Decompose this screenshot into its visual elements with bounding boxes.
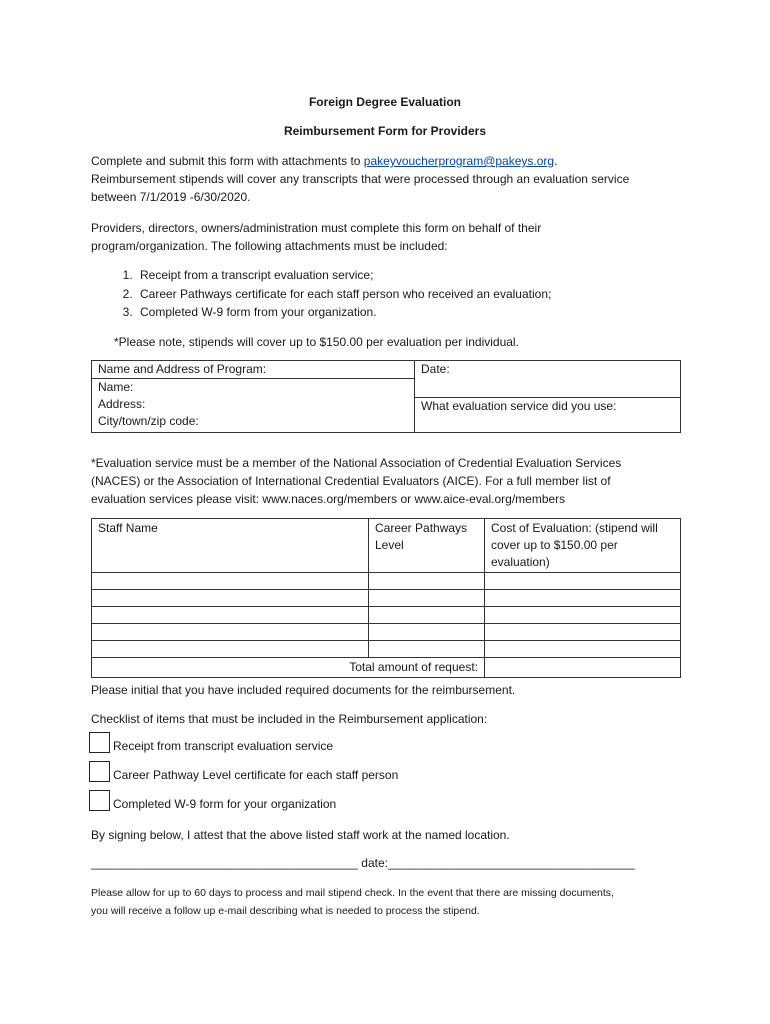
checklist-label: Receipt from transcript evaluation service: [113, 739, 334, 753]
cost-header-line: Cost of Evaluation: (stipend will: [491, 521, 658, 535]
footer-line-1: Please allow for up to 60 days to process and mail stipend check. In the event that there are missing documents,: [91, 887, 614, 899]
w9-checkbox[interactable]: [89, 790, 110, 811]
career-level-cell[interactable]: [369, 624, 485, 641]
date-label: date:: [357, 856, 388, 870]
staff-table: [91, 518, 681, 678]
receipt-checkbox[interactable]: [89, 732, 110, 753]
table-row: [92, 573, 681, 590]
intro-paragraph: [91, 152, 681, 206]
program-info-table: [91, 360, 681, 433]
checklist-label: Career Pathway Level certificate for each staff person: [113, 768, 399, 782]
name-address-label: Name and Address of Program:: [98, 362, 267, 376]
staff-name-cell[interactable]: [92, 641, 369, 658]
career-level-cell[interactable]: [369, 607, 485, 624]
intro-line-3: between 7/1/2019 -6/30/2020.: [91, 190, 251, 204]
cost-cell[interactable]: [485, 624, 681, 641]
cost-header: [485, 519, 681, 573]
signature-field[interactable]: ________________________________________: [91, 856, 358, 870]
checklist-item-certificate: [89, 760, 398, 782]
certificate-checkbox[interactable]: [89, 761, 110, 782]
intro-text: Complete and submit this form with attachments to: [91, 154, 364, 168]
checklist-item-w9: [89, 789, 336, 811]
intro-period: .: [554, 154, 558, 168]
staff-name-header-text: Staff Name: [98, 521, 158, 535]
stipend-note: *Please note, stipends will cover up to $150.00 per evaluation per individual.: [114, 335, 519, 349]
footer-note: [91, 884, 691, 920]
city-zip-label: City/town/zip code:: [98, 414, 199, 428]
career-level-cell[interactable]: [369, 641, 485, 658]
form-title: Foreign Degree Evaluation: [308, 95, 462, 109]
initial-note: Please initial that you have included required documents for the reimbursement.: [91, 683, 516, 697]
cost-cell[interactable]: [485, 641, 681, 658]
total-amount-cell[interactable]: [485, 658, 681, 678]
total-label-cell: [92, 658, 485, 678]
providers-line-2: program/organization. The following attachments must be included:: [91, 239, 448, 253]
checklist-item-receipt: [89, 731, 333, 753]
table-row: [92, 624, 681, 641]
footer-line-2: you will receive a follow up e-mail describing what is needed to process the stipend.: [91, 905, 480, 917]
staff-name-cell[interactable]: [92, 607, 369, 624]
career-level-cell[interactable]: [369, 590, 485, 607]
career-level-header: [369, 519, 485, 573]
career-level-header-line: Level: [375, 538, 404, 552]
name-address-cell[interactable]: [92, 361, 415, 379]
cost-cell[interactable]: [485, 590, 681, 607]
total-label: Total amount of request:: [349, 660, 478, 674]
membership-line-3: evaluation services please visit: www.naces.org/members or www.aice-eval.org/members: [91, 492, 566, 506]
evaluation-service-label: What evaluation service did you use:: [421, 399, 617, 413]
membership-paragraph: [91, 454, 681, 508]
intro-line-2: Reimbursement stipends will cover any transcripts that were processed through an evaluation service: [91, 172, 630, 186]
career-level-header-line: Career Pathways: [375, 521, 468, 535]
staff-name-cell[interactable]: [92, 590, 369, 607]
address-label: Address:: [98, 397, 146, 411]
date-field[interactable]: _____________________________________: [387, 856, 635, 870]
total-row: [92, 658, 681, 678]
program-details-cell[interactable]: [92, 379, 415, 433]
table-row: [92, 590, 681, 607]
providers-paragraph: [91, 219, 681, 255]
staff-name-header: [92, 519, 369, 573]
membership-line-1: *Evaluation service must be a member of the National Association of Credential Evaluation Services: [91, 456, 622, 470]
checklist-label: Completed W-9 form for your organization: [113, 797, 337, 811]
date-cell[interactable]: [415, 361, 681, 398]
career-level-cell[interactable]: [369, 573, 485, 590]
staff-name-cell[interactable]: [92, 624, 369, 641]
form-subtitle: Reimbursement Form for Providers: [283, 124, 487, 138]
checklist-title: Checklist of items that must be included in the Reimbursement application:: [91, 712, 488, 726]
evaluation-service-cell[interactable]: [415, 398, 681, 433]
membership-line-2: (NACES) or the Association of International Credential Evaluators (AICE). For a full member list of: [91, 474, 611, 488]
email-link[interactable]: pakeyvoucherprogram@pakeys.org: [363, 154, 555, 168]
attachment-item: 2. Career Pathways certificate for each staff person who received an evaluation;: [136, 285, 726, 304]
cost-header-line: cover up to $150.00 per: [491, 538, 618, 552]
attachments-list: [91, 266, 726, 322]
providers-line-1: Providers, directors, owners/administration must complete this form on behalf of their: [91, 221, 542, 235]
staff-table-header: [92, 519, 681, 573]
signature-line: [91, 856, 635, 870]
attachment-item: 3. Completed W-9 form from your organization.: [136, 303, 726, 322]
cost-cell[interactable]: [485, 607, 681, 624]
cost-header-line: evaluation): [491, 555, 550, 569]
date-label: Date:: [421, 362, 450, 376]
attest-statement: By signing below, I attest that the above listed staff work at the named location.: [91, 828, 510, 842]
attachment-item: 1. Receipt from a transcript evaluation service;: [136, 266, 726, 285]
name-label: Name:: [98, 380, 134, 394]
staff-name-cell[interactable]: [92, 573, 369, 590]
cost-cell[interactable]: [485, 573, 681, 590]
table-row: [92, 607, 681, 624]
table-row: [92, 641, 681, 658]
